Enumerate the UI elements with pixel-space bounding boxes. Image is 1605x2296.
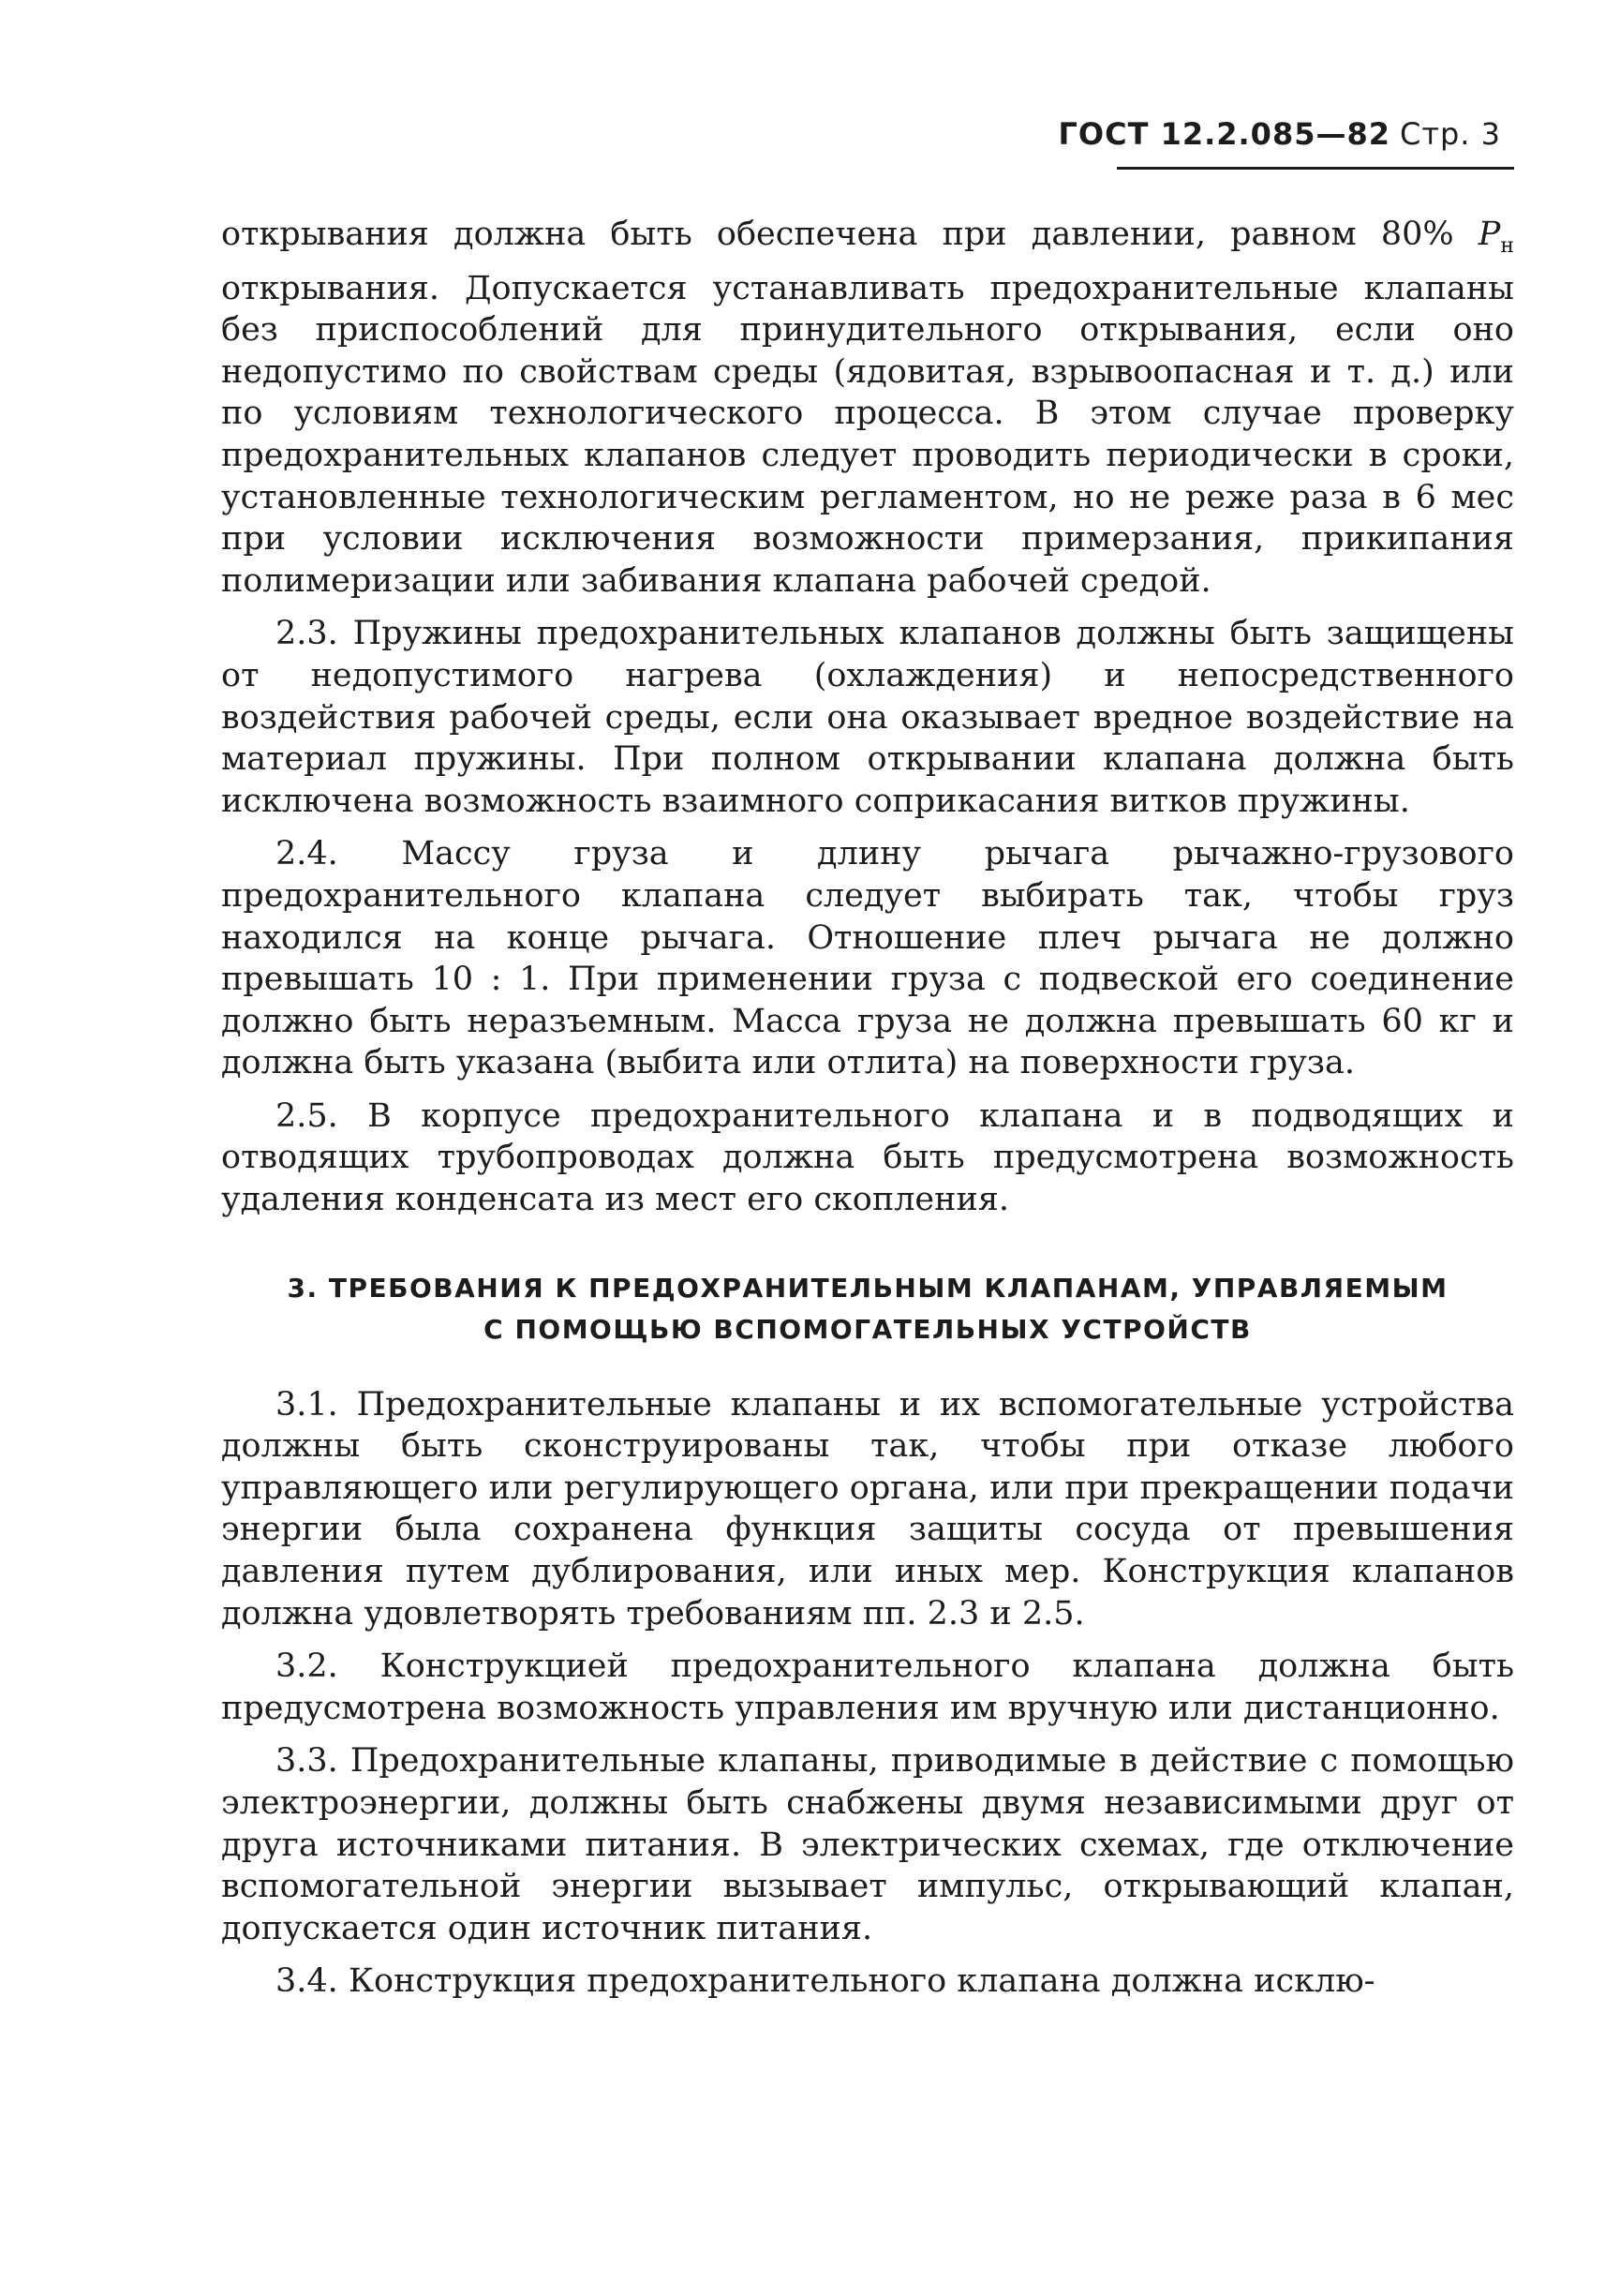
standard-number: ГОСТ 12.2.085—82: [1058, 116, 1390, 152]
pressure-symbol: $P_н$: [1478, 216, 1514, 258]
intro-lead: открывания должна быть обеспечена при давлении, равном 80%: [221, 216, 1454, 253]
continued-paragraph: [221, 214, 1514, 602]
clause-3-4: 3.4. Конструкция предохранительного клапана должна исклю-: [275, 1962, 1375, 2001]
document-body: [221, 214, 1514, 2014]
clause-3-1: 3.1. Предохранительные клапаны и их вспомогательные устройства должны быть сконструированы так, чтобы при отказе любого управляющего или регулирующего органа, или при прекращении подачи энергии была сохранена функция защиты сосуда от превышения давления путем дублирования, или иных мер. Конструкция клапанов должна удовлетворять требованиям пп. 2.3 и 2.5.: [221, 1385, 1514, 1633]
clause-3-2: 3.2. Конструкцией предохранительного клапана должна быть предусмотрена возможность управления им вручную или дистанционно.: [221, 1647, 1514, 1727]
clause-2-4: 2.4. Массу груза и длину рычага рычажно-грузового предохранительного клапана следует выбирать так, чтобы груз находился на конце рычага. Отношение плеч рычага не должно превышать 10 : 1. При применении груза с подвеской его соединение должно быть неразъемным. Масса груза не должна превышать 60 кг и должна быть указана (выбита или отлита) на поверхности груза.: [221, 835, 1514, 1082]
intro-rest: открывания. Допускается устанавливать предохранительные клапаны без приспособлений для принудительного открывания, если оно недопустимо по свойствам среды (ядовитая, взрывоопасная и т. д.) или по условиям технологического процесса. В этом случае проверку предохранительных клапанов следует проводить периодически в сроки, установленные технологическим регламентом, но не реже раза в 6 мес при условии исключения возможности примерзания, прикипания полимеризации или забивания клапана рабочей средой.: [221, 269, 1514, 600]
section-3-heading: [221, 1268, 1514, 1350]
clause-2-5: 2.5. В корпусе предохранительного клапана и в подводящих и отводящих трубопроводах должна быть предусмотрена возможность удаления конденсата из мест его скопления.: [221, 1096, 1514, 1219]
running-header: [1059, 116, 1501, 152]
page-number: Стр. 3: [1400, 116, 1501, 152]
section-3-heading-line-1: 3. ТРЕБОВАНИЯ К ПРЕДОХРАНИТЕЛЬНЫМ КЛАПАНАМ, УПРАВЛЯЕМЫМ: [287, 1272, 1449, 1304]
document-page: [221, 111, 1514, 2266]
header-rule: [1117, 167, 1514, 170]
section-3-heading-line-2: С ПОМОЩЬЮ ВСПОМОГАТЕЛЬНЫХ УСТРОЙСТВ: [483, 1313, 1252, 1345]
clause-2-3: 2.3. Пружины предохранительных клапанов должны быть защищены от недопустимого нагрева (охлаждения) и непосредственного воздействия рабочей среды, если она оказывает вредное воздействие на материал пружины. При полном открывании клапана должна быть исключена возможность взаимного соприкасания витков пружины.: [221, 615, 1514, 820]
clause-3-3: 3.3. Предохранительные клапаны, приводимые в действие с помощью электроэнергии, должны быть снабжены двумя независимыми друг от друга источниками питания. В электрических схемах, где отключение вспомогательной энергии вызывает импульс, открывающий клапан, допускается один источник питания.: [221, 1742, 1514, 1947]
